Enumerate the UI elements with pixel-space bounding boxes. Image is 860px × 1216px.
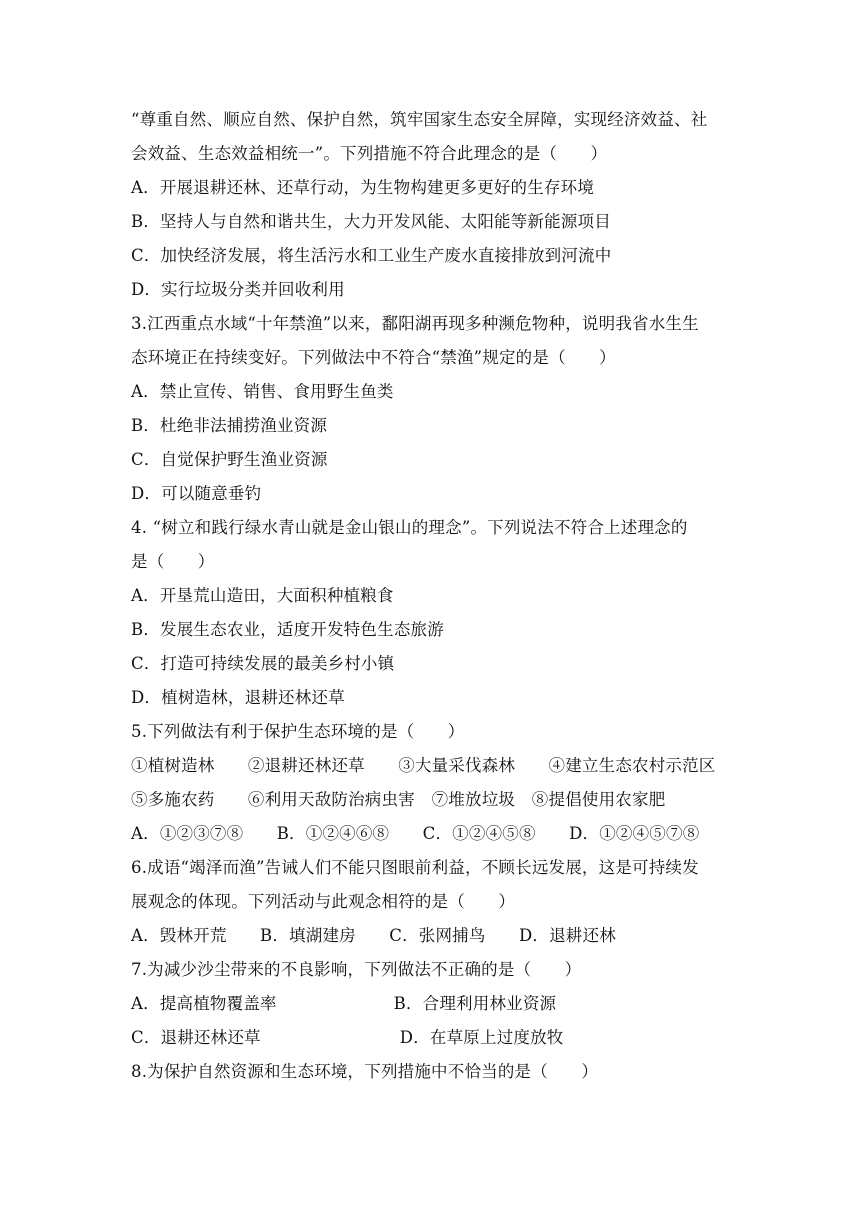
text-line: 是（ ） [131,552,215,571]
text-line: D．植树造林，退耕还林还草 [131,688,345,707]
text-line: D．可以随意垂钓 [131,484,262,503]
text-line: 6.成语“竭泽而渔”告诫人们不能只图眼前利益，不顾长远发展，这是可持续发 [131,858,699,877]
text-line: 8.为保护自然资源和生态环境，下列措施中不恰当的是（ ） [131,1062,599,1081]
text-line: 3.江西重点水域“十年禁渔”以来，鄱阳湖再现多种濒危物种，说明我省水生生 [131,314,699,333]
text-line: A．开垦荒山造田，大面积种植粮食 [131,586,394,605]
text-line: B．发展生态农业，适度开发特色生态旅游 [131,620,444,639]
text-line: 4. “树立和践行绿水青山就是金山银山的理念”。下列说法不符合上述理念的 [131,518,688,537]
text-line: “尊重自然、顺应自然、保护自然，筑牢国家生态安全屏障，实现经济效益、社 [131,110,708,129]
text-line: B．杜绝非法捕捞渔业资源 [131,416,328,435]
text-line: A．提高植物覆盖率 B．合理利用林业资源 [131,994,557,1013]
text-line: ⑤多施农药 ⑥利用天敌防治病虫害 ⑦堆放垃圾 ⑧提倡使用农家肥 [131,790,666,809]
text-line: D．实行垃圾分类并回收利用 [131,280,345,299]
text-line: 态环境正在持续变好。下列做法中不符合“禁渔”规定的是（ ） [131,348,616,367]
text-line: C．加快经济发展，将生活污水和工业生产废水直接排放到河流中 [131,246,612,265]
text-line: A．①②③⑦⑧ B．①②④⑥⑧ C．①②④⑤⑧ D．①②④⑤⑦⑧ [131,824,700,843]
text-line: 5.下列做法有利于保护生态环境的是（ ） [131,722,465,741]
text-line: A．禁止宣传、销售、食用野生鱼类 [131,382,394,401]
text-line: A．开展退耕还林、还草行动，为生物构建更多更好的生存环境 [131,178,595,197]
text-line: 展观念的体现。下列活动与此观念相符的是（ ） [131,892,516,911]
text-line: ①植树造林 ②退耕还林还草 ③大量采伐森林 ④建立生态农村示范区 [131,756,716,775]
text-line: C．自觉保护野生渔业资源 [131,450,328,469]
text-line: A．毁林开荒 B．填湖建房 C．张网捕鸟 D．退耕还林 [131,926,616,945]
text-line: C．退耕还林还草 D．在草原上过度放牧 [131,1028,564,1047]
text-line: 会效益、生态效益相统一”。下列措施不符合此理念的是（ ） [131,144,608,163]
text-line: B．坚持人与自然和谐共生，大力开发风能、太阳能等新能源项目 [131,212,611,231]
text-line: 7.为减少沙尘带来的不良影响，下列做法不正确的是（ ） [131,960,582,979]
text-line: C．打造可持续发展的最美乡村小镇 [131,654,395,673]
